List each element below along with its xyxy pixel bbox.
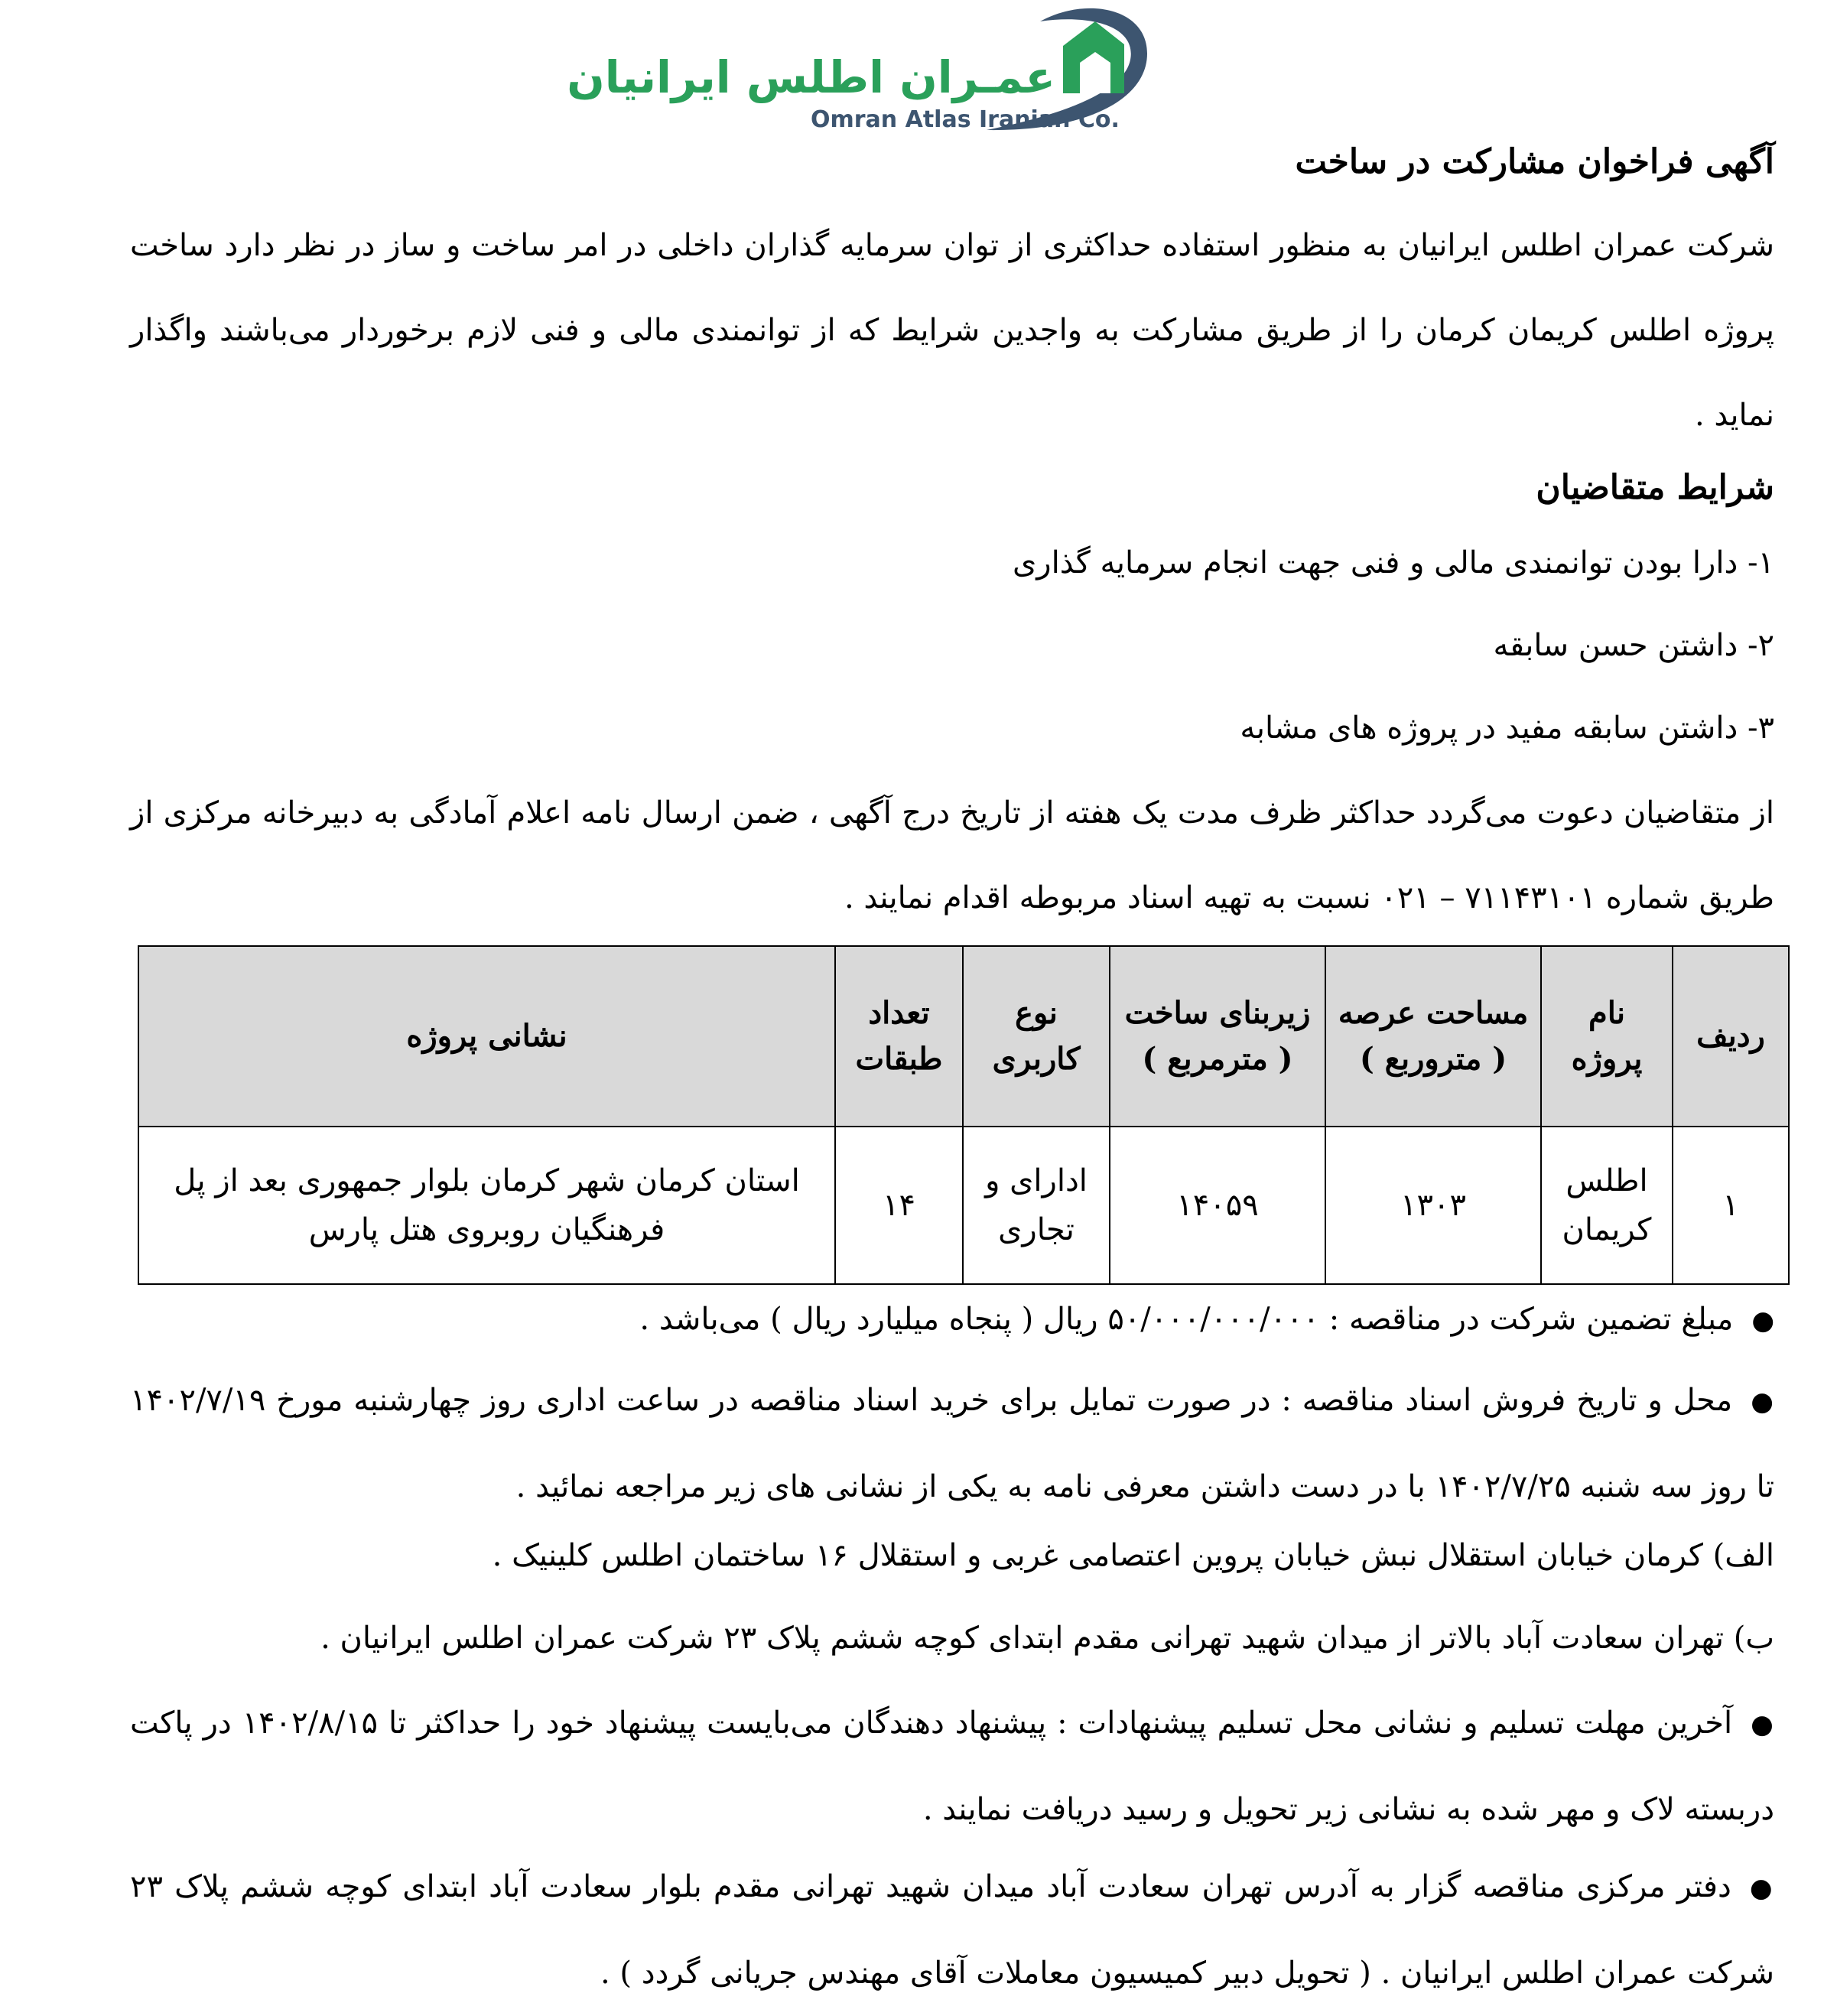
deadline-text: آخرین مهلت تسلیم و نشانی محل تسلیم پیشنهادات : پیشنهاد دهندگان می‌بایست پیشنهاد خود را حداکثر تا ۱۴۰۲/۸/۱۵ در پاکت دربسته لاک و مهر شده به نشانی زیر تحویل و رسید دریافت نمایند .: [130, 1705, 1774, 1827]
bullet-icon: ●: [1751, 1306, 1774, 1336]
col-header-project-name: نام پروژه: [1541, 946, 1673, 1127]
cell-usage: ادارای و تجاری: [963, 1127, 1110, 1284]
cell-floors: ۱۴: [835, 1127, 963, 1284]
page-title: آگهی فراخوان مشارکت در ساخت: [1295, 142, 1774, 181]
invitation-paragraph: از متقاضیان دعوت می‌گردد حداکثر ظرف مدت یک هفته از تاریخ درج آگهی ، ضمن ارسال نامه اعلام آمادگی به دبیرخانه مرکزی از طریق شماره ۷۱۱۴۳۱۰۱ – ۰۲۱ نسبت به تهیه اسناد مربوطه اقدام نمایند .: [130, 795, 1774, 915]
col-header-floors: تعداد طبقات: [835, 946, 963, 1127]
col-header-usage: نوع کاربری: [963, 946, 1110, 1127]
sale-bullet: [130, 1358, 1774, 1530]
col-header-address: نشانی پروژه: [138, 946, 835, 1127]
guarantee-bullet: [130, 1277, 1774, 1364]
company-logo: [567, 0, 1155, 136]
cell-address: استان کرمان شهر کرمان بلوار جمهوری بعد از پل فرهنگیان روبروی هتل پارس: [138, 1127, 835, 1284]
bullet-icon: ●: [1751, 1709, 1774, 1740]
office-text: دفتر مرکزی مناقصه گزار به آدرس تهران سعادت آباد میدان شهید تهرانی مقدم بلوار سعادت آباد ابتدای کوچه ششم پلاک ۲۳ شرکت عمران اطلس ایرانیان . ( تحویل دبیر کمیسیون معاملات آقای مهندس جریانی گردد ) .: [130, 1869, 1774, 1991]
cell-land-area: ۱۳۰۳: [1325, 1127, 1541, 1284]
sale-text: محل و تاریخ فروش اسناد مناقصه : در صورت تمایل برای خرید اسناد مناقصه در ساعت اداری روز چهارشنبه مورخ ۱۴۰۲/۷/۱۹ تا روز سه شنبه ۱۴۰۲/۷/۲۵ با در دست داشتن معرفی نامه به یکی از نشانی های زیر مراجعه نمائید .: [130, 1383, 1774, 1504]
cell-built-area: ۱۴۰۵۹: [1110, 1127, 1325, 1284]
logo-name-en: Omran Atlas Iranian Co.: [811, 106, 1120, 133]
cell-row-no: ۱: [1673, 1127, 1789, 1284]
deadline-bullet: [130, 1681, 1774, 1852]
cell-project-name: اطلس کریمان: [1541, 1127, 1673, 1284]
col-header-row-no: ردیف: [1673, 946, 1789, 1127]
conditions-heading: شرایط متقاضیان: [1536, 468, 1774, 507]
col-header-land-area: مساحت عرصه ( متروربع ): [1325, 946, 1541, 1127]
address-a: الف) کرمان خیابان استقلال نبش خیابان پروین اعتصامی غربی و استقلال ۱۶ ساختمان اطلس کلینیک .: [492, 1538, 1774, 1573]
projects-table: [138, 945, 1790, 1285]
table-header-row: [138, 946, 1789, 1127]
office-bullet: [130, 1845, 1774, 2016]
bullet-icon: ●: [1751, 1387, 1774, 1417]
table-row: [138, 1127, 1789, 1284]
condition-item: ۲- داشتن حسن سابقه: [1493, 628, 1774, 663]
intro-paragraph: شرکت عمران اطلس ایرانیان به منظور استفاده حداکثری از توان سرمایه گذاران داخلی در امر ساخت و ساز در نظر دارد ساخت پروژه اطلس کریمان کرمان را از طریق مشارکت به واجدین شرایط که از توانمندی مالی و فنی لازم برخوردار می‌باشند واگذار نماید .: [130, 228, 1774, 433]
address-b: ب) تهران سعادت آباد بالاتر از میدان شهید تهرانی مقدم ابتدای کوچه ششم پلاک ۲۳ شرکت عمران اطلس ایرانیان .: [320, 1621, 1774, 1656]
logo-name-fa: عمـران اطلس ایرانیان: [567, 51, 1055, 103]
condition-item: ۱- دارا بودن توانمندی مالی و فنی جهت انجام سرمایه گذاری: [1012, 545, 1774, 580]
col-header-built-area: زیربنای ساخت ( مترمربع ): [1110, 946, 1325, 1127]
bullet-icon: ●: [1749, 1873, 1775, 1904]
condition-item: ۳- داشتن سابقه مفید در پروژه های مشابه: [1240, 710, 1774, 746]
guarantee-text: مبلغ تضمین شرکت در مناقصه : ۵۰/۰۰۰/۰۰۰/۰۰۰ ریال ( پنجاه میلیارد ریال ) می‌باشد .: [639, 1302, 1734, 1337]
